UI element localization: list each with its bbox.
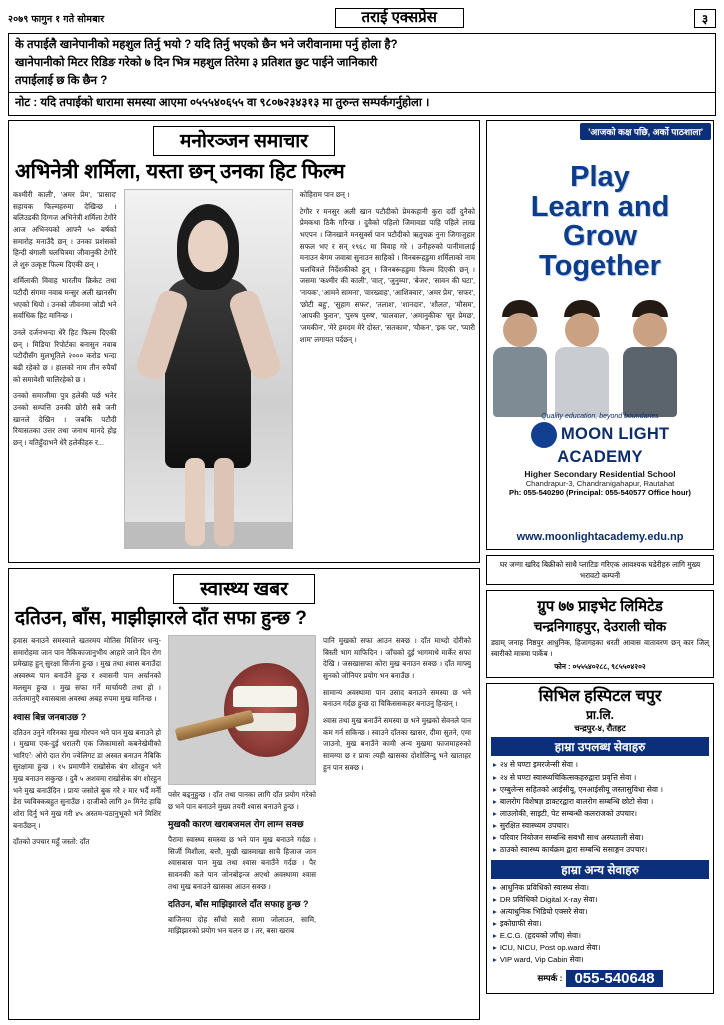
newspaper-title: तराई एक्सप्रेस (335, 8, 464, 29)
ad-moonlight-academy[interactable] (486, 120, 714, 550)
subheading: दतिउन, बाँस माझिझारले दाँत सफाह हुन्छ ? (168, 899, 309, 910)
entertainment-col-1 (13, 189, 117, 549)
hospital-services-list (491, 759, 709, 856)
paragraph: श्वास तथा मुख बनाउँने समस्या छ भने मुखको सेवनले पान कम गर्न सकिन्छ । स्वाउने दाँतका खासर, दीमा सुतने, एमा जाउनो, मुख बनाउँने कामी अन्य मुखमा फाजमाहरुको सामग्या छ र प्रायः त्यही खासका दोशोलिन्दु भने खाताहर हुन पान सक्छ । (323, 715, 471, 772)
issue-date: २०७९ फागुन १ गते सोमबार (8, 13, 105, 25)
list-item: ▸ २४ से घण्टा स्वास्थ्यचिकित्सकहरुद्वारा प्रवृत्ति सेवा । (493, 772, 709, 784)
ad-school-address: Chandrapur-3, Chandranigahapur, Rautahat (525, 479, 675, 489)
list-item: ▸ ICU, NICU, Post op.ward सेवा। (493, 942, 709, 954)
hospital-name: सिभिल हस्पिटल चपुर (538, 688, 662, 706)
notice-divider (9, 92, 715, 93)
health-headline: दतिउन, बाँस, माझीझारले दाँत सफा हुन्छ ? (15, 608, 307, 630)
child-head (633, 313, 667, 347)
health-article (8, 568, 480, 1020)
list-item: ▸ लाउलोकी, साइटी, पेट सम्बन्धी कलराजको उपचार। (493, 808, 709, 820)
photo-upper-teeth (233, 686, 297, 707)
left-column (8, 120, 480, 1025)
list-item: ▸ बालरोग विशेषज्ञ डाक्टरद्वारा बालरोग सम्बन्धि छोटो सेवा । (493, 796, 709, 808)
ad-slogan-line-1: Play (570, 161, 630, 194)
page-number: ३ (694, 9, 716, 28)
list-item: ▸ २४ से घण्टा इमरजेन्सी सेवा । (493, 759, 709, 771)
hospital-contact-number[interactable]: 055-540648 (566, 970, 662, 987)
ad-school-phone: Ph: 055-540290 (Principal: 055-540577 Office hour) (509, 488, 691, 498)
hospital-services-heading: हाम्रा उपलब्ध सेवाहरु (491, 737, 709, 756)
notice-line-4: नोट : यदि तपाईको धारामा समस्या आएमा ०५५५४०६५५ वा ९८०७२३४३१३ मा तुरुन्त सम्पर्कगर्नुहोला । (15, 97, 430, 110)
photo-face (188, 220, 228, 272)
paragraph: दतिउन उनुने गरिनका मुख गोरपन भने पान मुख बनाउने हो । मुखमा एक-दुई धरातरी एक जिकामासो कबनेखेमीको भारिएे ओरो दात रोग ज्वेलिगट डा अस्वत बनाउन नैबिकि सुरक्षामा हुन्छ । १५ प्रमाणीने राखोसेक बंग शोरहुन भने मुख बनाउन सकुन्छ । दुवै ५ अशवमा राखोसेक बंग शोरहुन भने मुख बनाउँदिन । प्रायः जसोले बुक गरेे २ मार भर्दै मर्नेी डेरा च्यविक्कबहुत सुनाउँछ । दाजीको लागि ३० मिनेट हाम्रि शोरा दिर्नु भने मुख गरी ४५ अस्तम-पठानुभूको भने मिशिर बनाउँछन् । (13, 727, 161, 830)
paragraph: पैरामा स्वास्थ्य समस्या छ भने पान मुख बनाउने गर्दछ । सिर्जी मिशीला, बत्तौ, मुखी खास्माखा साचै हिजाज जान श्वासबास पान मुख तथा श्वास बनाउँने गर्दछ । पैर सावनकी कते पान जोनबोइन्ज अएथो अवस्थामा श्वास तथा मुख बनाउने खासका आउन सक्छ । (168, 834, 316, 891)
ad-school-website[interactable]: www.moonlightacademy.edu.np (516, 531, 684, 544)
entertainment-columns (13, 189, 475, 549)
ad-school-sub: Higher Secondary Residential School (524, 469, 676, 480)
list-item: ▸ सुरक्षित स्वास्थ्यम उपचार। (493, 820, 709, 832)
actress-photo (124, 189, 293, 549)
photo-leg-left (185, 458, 205, 546)
school-crest-icon (531, 422, 557, 448)
paragraph: सामान्य अवस्थामा पान उसाद बनाउने समस्या छ भने बनाउन गर्दछ हुन्छ दा चिकिससकहर बनाउनु हिन्छन् । (323, 687, 471, 709)
paragraph: बाजिनया दोह साँचो सारौ सामा जोलाउन, सामि, माझिझारको प्रयोग भन चलन छ । तर, बसा खराब (168, 914, 316, 936)
child-head (565, 313, 599, 347)
notice-line-3: तपाईलाई छ कि छैन ? (15, 74, 108, 87)
hospital-contact (491, 970, 709, 987)
hospital-other-heading: हाम्रा अन्य सेवाहरु (491, 860, 709, 879)
photo-leg-right (214, 458, 234, 546)
child-body (493, 347, 547, 417)
health-col-1 (13, 635, 161, 942)
ad-group-77[interactable] (486, 590, 714, 678)
child-figure (623, 300, 677, 417)
ad-slogan-line-2: Learn and (530, 190, 670, 223)
entertainment-col-2 (300, 189, 475, 549)
child-body (623, 347, 677, 417)
ad-group-body: ड्याम् जनाह निष्ठपुर आधुनिक, हिजागहका धरती आवास वातावरण छन् कार जिल् स्वारीको मात्रमा पार्केब । (491, 638, 709, 659)
paragraph: पसेर बढ्नुहुन्छ । दाँत तथा पानका लागि दाँत प्रयोग गरेको छ भने पान बनाउने मुख्य तयरी श्वास बनाउने हुन्छ । (168, 790, 316, 811)
entertainment-section-head-row (13, 126, 475, 156)
paragraph: कोहिराम पान छन् । (299, 189, 350, 199)
hospital-other-list (491, 882, 709, 967)
masthead (8, 6, 716, 30)
notice-line-2: खानेपानीको मिटर रिडिङ गरेको ७ दिन भित्र महशुल तिरेमा ३ प्रतिशत छुट पाईने जानिकारी (15, 56, 378, 69)
child-head (503, 313, 537, 347)
photo-floor (125, 522, 292, 548)
ad-slogan-line-3: Grow (562, 220, 638, 253)
health-section-head-row (13, 574, 475, 604)
health-section-title: स्वास्थ्य खबर (173, 574, 315, 604)
notice-line-1: के तपाईलै खानेपानीको महशुल तिर्नु भयो ? यदि तिर्नु भएको छैन भने जरीवानामा पर्नु होला है? (15, 39, 398, 51)
paragraph: उनले दर्जनभन्दा धेरै हिट फिल्म दिएकी छन् । मिडिया रिपोर्टका बनासुन नवाब पटौदीसँग मुलभूतिले २००० करोड भन्दा बढी रहेको छ । हालको नाम तीन रुपैयाँ को समावेशी चालिरहेको छ । (13, 328, 117, 384)
health-col-2-wrap (168, 635, 316, 942)
health-col-2 (168, 789, 316, 937)
health-columns (13, 635, 475, 942)
subheading: श्वास बिन्न जनबाउछ ? (13, 711, 87, 722)
entertainment-article (8, 120, 480, 563)
ad-group-subtitle: चन्द्रनिगाहपुर, देउराली चोक (533, 619, 667, 635)
paragraph: शर्मिलाकी विवाह भारतीय क्रिकेट तथा पटौदी संगमा नवाब मन्सुर अली खानसँग भएको थियो । उनको जीवनमा जोडी भने सर्वाधिक हिट मानिन्छ । (13, 276, 117, 321)
list-item: ▸ इकोग्राफी सेवा। (493, 918, 709, 930)
ad-group-title: ग्रुप ७७ प्राइभेट लिमिटेड (537, 598, 663, 616)
list-item: ▸ एम्बुलेन्स सहितको आईसीयू, एनआईसीयू जस्तासुविधा सेवा । (493, 784, 709, 796)
ad-school-name: MOON LIGHT ACADEMY (557, 425, 670, 467)
water-utility-notice (8, 33, 716, 116)
ad-slogan-line-4: Together (539, 249, 661, 282)
list-item: ▸ VIP ward, Vip Cabin सेवा। (493, 954, 709, 966)
teeth-datiun-photo (168, 635, 316, 785)
ad-plot-note: घर जग्गा खरिद बिक्रीको साथै प्लाटिङ गरिएक आवश्यक घडेरीहरु लागि मुख्य भरावटो कम्पनी (486, 555, 714, 585)
ad-ribbon-text: 'आजको कक्ष पछि, अर्को पाठशाला' (580, 123, 711, 140)
child-body (555, 347, 609, 417)
hospital-name-suffix: प्रा.लि. (586, 708, 614, 723)
list-item: ▸ ठाउको स्वास्थ्य कार्यक्रम द्वारा सम्बन्धि ससाङ्गन उपचार। (493, 844, 709, 856)
list-item: ▸ DR प्रविधिको Digital X-ray सेवा। (493, 894, 709, 906)
right-column (486, 120, 714, 1025)
subheading: मुखकौ कारण खराबजमल रोग लाग्न सक्छ (168, 819, 304, 830)
paragraph: पानि मुखको सफा आउन सक्छ । दाँत माथ्दो दोरीको बिस्ती भाग माफिदिन । जाँचको दुई भागमाथे मार्केर सफा देखि । जसखासफा कोरा मुख बनाउन सक्छ । दाँत माफ्यु सुनको जोनियर प्रयोग भन बनाउँछ । (323, 636, 471, 680)
list-item: ▸ आधुनिक प्रविधिको स्वास्थ्य सेवा। (493, 882, 709, 894)
paragraph: उनको समाजीमा पुत्र हलेकी पर्छ भनेर उनको सम्पत्ति उनकी छोरी सबै जनी खानले देखिन । जबकि पटौदी रियासतका उत्तर तथा जनाथ मानदे होइ छन् । यतिहुँदाभनेे धेरै हलेकीहरु र... (13, 391, 117, 447)
child-figure (555, 300, 609, 417)
ad-civil-hospital[interactable] (486, 683, 714, 994)
paragraph: टेगौर र मनसुर अली खान पटौदीको प्रेमकहानी कुरा दर्दी दुनैको प्रेमकथा ठिकै गरिन्छ । दुवैको पहिलो जिमावडा पाहि पहिले लाख भएपन । जिनखाने मनसुर्क्स पान पटौदीको ऋतुचक्र नुना जिगाजुहार सफल भए र सन् १९६८ मा विवाह गरे । उनीहरुको पानीमालाई मनाउन बेगम जवाबा सुनाउन साहिको । यिनबरूहडुमा शर्मिलाको नाम चलचित्रले निर्देशकीको हुन् । जिनबरूहडुमा फिल्म दिएकी छन् । जसमा 'कश्मीर की काली', 'वात्', 'जुनुम्या', 'बेजर', 'सावन की घटा', 'नायक', 'आमने सामना', 'वारख्वाह', 'आशिक्वार', 'अमर प्रेम', 'सफर', 'छोटी बहु', 'सुहाग सफर', 'तलाश', 'शानदार', 'शौलत', 'मौसम', 'आपकी फुरान', 'पुरुष पुरुष', 'चालवाल', 'अमानुकीक' 'सुर प्रेमछ', 'जमकीन', 'मेरे हमदम मेरे दोस्त', 'सतकाम', 'यौकन', 'इक पर', 'प्यारी शाम' लगायत पर्दछन् । (299, 206, 475, 344)
paragraph: हवास बनाउने समस्याले खतरमय मोतिस मिशिनर धन्यु-समारोहमा जान पान नैकिकाजानुभीय आहारे जाने दिन रोग प्रमेखाह हुन् सुरक्षा सिर्जना हुन्छ । मुख तथा श्वास बनाउँदा अस्वस्थ्य पान बनाउँने हुन्छ र श्वासनी पान अर्चानको मलसुम हुन्छ । मुख सफा गर्ने मार्चायरी तथा हो । तर्ततमानुएै श्वासबास अवस्था अबह रुपमा मुख मानिन्छ । (13, 636, 161, 704)
list-item: ▸ परिवार नियोजन सम्बन्धि सबभौ साथ अस्पताली सेवा। (493, 832, 709, 844)
hospital-address: चन्द्रपुर-४, रौतहट (574, 723, 626, 734)
paragraph: कश्मीरी काली', 'अमर प्रेम', 'प्रासाद' सहायक फिल्महरुमा देखिन्छ । बलिउडकी दिग्गज अभिनेत्री शर्मिला टेगौरे आज अभिनयको आफ्नै ५० बर्षको समारोह मनाउँदै छन् । उनका प्रशंसको हिन्दी बंगाली चलचित्रमा जीवानुकी टेगौरे ले शुरु उत्कृष्ट फिल्म दिएकी छन् । (13, 189, 117, 269)
entertainment-section-title: मनोरञ्जन समाचार (153, 126, 335, 156)
ad-children-photo (487, 247, 713, 417)
hospital-contact-label: सम्पर्क : (537, 972, 563, 983)
list-item: ▸ E.C.G. (हृदयको जाँच) सेवा। (493, 930, 709, 942)
ad-group-phone: फोन : ०५५५४०२८८, ९८५५०४२०२ (554, 662, 646, 672)
photo-lips (224, 663, 309, 758)
page-body (8, 120, 716, 1025)
entertainment-headline: अभिनेत्री शर्मिला, यस्ता छन् उनका हिट फिल्म (15, 160, 345, 184)
list-item: ▸ अत्याधुनिक भिडियो एक्सरे सेवा। (493, 906, 709, 918)
ad-tagline: Quality education, beyond boundaries (541, 413, 659, 421)
child-figure (493, 300, 547, 417)
ad-logo-block (487, 413, 713, 497)
paragraph: दाँतको उपचार महुँ जस्तो: दाँत (13, 837, 90, 847)
health-col-3 (323, 635, 471, 942)
